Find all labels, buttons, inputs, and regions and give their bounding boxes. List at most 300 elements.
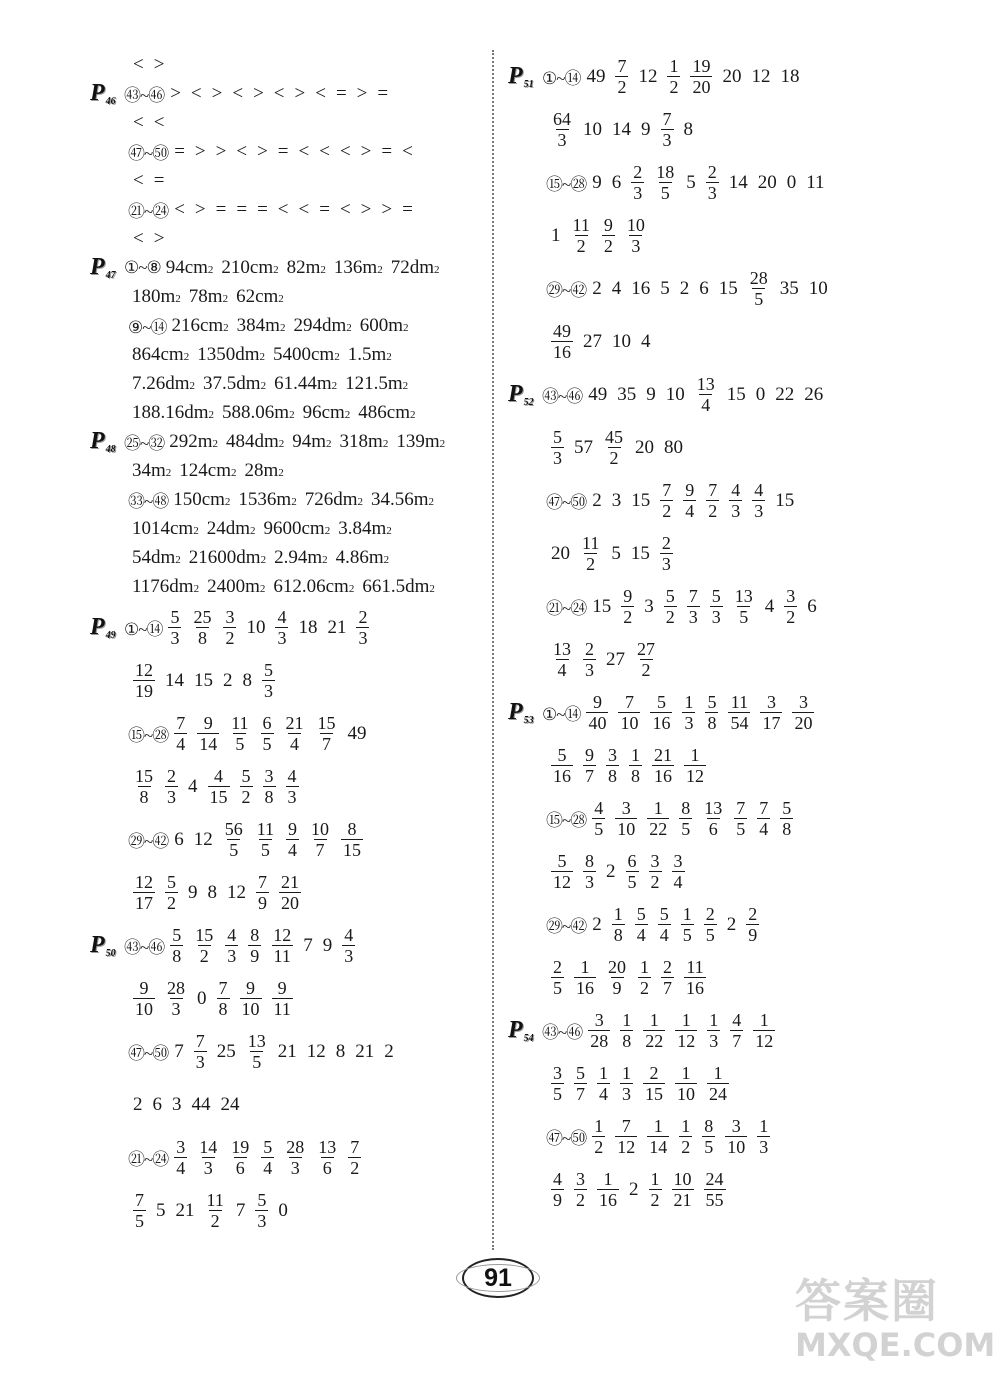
answer-value: >	[381, 198, 393, 220]
answer-fraction	[165, 978, 187, 1019]
answer-value: 20	[757, 171, 777, 193]
page-number-badge	[462, 1258, 534, 1298]
answer-value: <	[232, 82, 244, 104]
answer-value: 9	[592, 171, 602, 193]
answer-value: <	[133, 169, 144, 191]
answer-measurement: 1176 dm 2	[132, 575, 200, 597]
fraction-numerator: 27	[637, 639, 655, 659]
answer-value: >	[294, 82, 306, 104]
measurement-value: 78	[188, 285, 208, 307]
answer-fraction	[649, 851, 662, 892]
measurement-unit: cm	[311, 343, 335, 365]
answer-measurement: 94 m 2	[292, 430, 332, 452]
measurement-unit: m	[387, 372, 403, 394]
answer-value: 6	[807, 595, 817, 617]
fraction-denominator: 3	[661, 554, 671, 574]
answer-value: 4	[641, 330, 651, 352]
measurement-unit: m	[307, 546, 323, 568]
page-label: P 52	[508, 381, 534, 408]
fraction-denominator: 12	[617, 1137, 636, 1157]
fraction-denominator: 9	[612, 978, 622, 998]
answer-row	[90, 195, 485, 224]
answer-row	[508, 898, 978, 951]
measurement-unit: m	[207, 285, 223, 307]
answer-value: 5	[686, 171, 696, 193]
answer-measurement: 121.5 m 2	[345, 372, 409, 394]
fraction-denominator: 8	[264, 787, 274, 807]
answer-fraction	[730, 1010, 743, 1051]
answer-fraction	[229, 713, 250, 754]
answer-row	[508, 262, 978, 315]
fraction-denominator: 8	[622, 1031, 632, 1051]
answer-row	[508, 633, 978, 686]
answer-measurement: 24 dm 2	[206, 517, 256, 539]
fraction-numerator: 1	[640, 957, 649, 977]
question-range: ㉙~㊷	[546, 281, 587, 300]
answer-fraction	[551, 427, 564, 468]
fraction-denominator: 5	[135, 1211, 144, 1231]
measurement-unit: cm	[207, 459, 231, 481]
fraction-numerator: 5	[659, 904, 669, 924]
answer-fraction	[704, 1169, 726, 1210]
fraction-numerator: 14	[199, 1137, 218, 1157]
fraction-denominator: 4	[636, 925, 646, 945]
fraction-denominator: 8	[197, 628, 207, 648]
answer-value: <	[273, 82, 285, 104]
measurement-value: 139	[396, 430, 425, 452]
fraction-numerator: 1	[594, 1116, 604, 1136]
answer-value: <	[298, 198, 310, 220]
fraction-numerator: 64	[553, 109, 571, 129]
measurement-unit: dm	[165, 372, 190, 394]
answer-value: 0	[278, 1199, 288, 1221]
answer-measurement: 28 m 2	[244, 459, 284, 481]
measurement-value: 34	[132, 459, 151, 481]
answer-row	[90, 1131, 485, 1184]
question-range: ㊸~㊻	[124, 86, 165, 105]
answer-fraction	[574, 957, 596, 998]
fraction-numerator: 1	[690, 745, 700, 765]
fraction-numerator: 9	[585, 745, 594, 765]
answer-measurement: 7.26 dm 2	[132, 372, 196, 394]
fraction-denominator: 2	[786, 607, 796, 627]
measurement-unit: m	[368, 430, 383, 452]
answer-value: >	[215, 140, 227, 162]
answer-measurement: 139 m 2	[396, 430, 446, 452]
answer-value: <	[319, 140, 330, 162]
fraction-denominator: 10	[677, 1084, 695, 1104]
fraction-denominator: 2	[617, 77, 627, 97]
fraction-numerator: 4	[594, 798, 604, 818]
fraction-numerator: 11	[206, 1190, 224, 1210]
fraction-numerator: 49	[553, 321, 571, 341]
answer-value: 2	[592, 277, 602, 299]
measurement-value: 588.06	[222, 401, 275, 423]
answer-fraction	[643, 1010, 665, 1051]
answer-fraction	[580, 533, 601, 574]
measurement-value: 136	[333, 256, 363, 278]
question-range: ㊼~㊿	[128, 1044, 169, 1063]
measurement-unit: cm	[160, 343, 184, 365]
answer-fraction	[682, 692, 695, 733]
answer-row	[90, 79, 485, 108]
answer-fraction	[752, 480, 765, 521]
fraction-denominator: 4	[659, 925, 669, 945]
answer-fraction	[672, 1169, 694, 1210]
measurement-value: 2400	[207, 575, 246, 597]
measurement-unit: cm	[301, 517, 325, 539]
fraction-denominator: 2	[708, 501, 718, 521]
measurement-value: 7.26	[132, 372, 166, 394]
answer-fraction	[193, 925, 215, 966]
measurement-unit: dm	[225, 517, 250, 539]
answer-value: 35	[779, 277, 799, 299]
fraction-numerator: 5	[557, 851, 567, 871]
page-label: P 47	[90, 254, 116, 281]
fraction-numerator: 5	[711, 586, 721, 606]
answer-measurement: 136 m 2	[333, 256, 383, 278]
fraction-numerator: 9	[203, 713, 213, 733]
fraction-numerator: 7	[708, 480, 718, 500]
answer-fraction	[225, 925, 238, 966]
answer-measurement: 180 m 2	[132, 285, 181, 307]
fraction-numerator: 3	[553, 1063, 562, 1083]
fraction-numerator: 3	[608, 745, 617, 765]
fraction-denominator: 2	[640, 978, 649, 998]
answer-value: 9	[646, 383, 656, 405]
answer-value: <	[315, 82, 326, 104]
fraction-numerator: 4	[754, 480, 764, 500]
page-label-number: 51	[523, 79, 534, 90]
answer-fraction	[165, 872, 178, 913]
fraction-denominator: 5	[704, 1137, 714, 1157]
answer-value: >	[257, 140, 268, 162]
answer-value: >	[253, 82, 264, 104]
answer-fraction	[262, 660, 275, 701]
measurement-unit: m	[276, 488, 292, 510]
fraction-denominator: 3	[290, 1158, 300, 1178]
question-range: ㉝~㊽	[128, 492, 169, 511]
answer-fraction	[679, 1116, 692, 1157]
page-label-number: 47	[105, 270, 116, 281]
answer-row	[90, 813, 485, 866]
measurement-value: 216	[171, 314, 200, 336]
answer-value: 24	[220, 1093, 240, 1115]
answer-fraction	[757, 1116, 770, 1157]
answer-value: =	[174, 140, 185, 162]
fraction-denominator: 10	[241, 999, 260, 1019]
answer-fraction	[725, 1116, 747, 1157]
answer-value: <	[339, 140, 351, 162]
fraction-denominator: 7	[576, 1084, 585, 1104]
fraction-denominator: 12	[755, 1031, 774, 1051]
question-range: ①~⑧	[124, 257, 161, 277]
measurement-value: 62	[236, 285, 256, 307]
fraction-denominator: 9	[553, 1190, 562, 1210]
answer-row	[508, 792, 978, 845]
answer-value: >	[153, 53, 165, 75]
fraction-numerator: 7	[176, 713, 186, 733]
fraction-denominator: 2	[650, 1190, 660, 1210]
answer-fraction	[316, 713, 338, 754]
fraction-denominator: 4	[673, 872, 683, 892]
answer-value: <	[190, 82, 202, 104]
fraction-denominator: 5	[660, 183, 670, 203]
answer-value: 49	[588, 383, 608, 405]
fraction-numerator: 4	[731, 480, 741, 500]
fraction-numerator: 11	[582, 533, 600, 553]
fraction-numerator: 1	[599, 1063, 608, 1083]
measurement-value: 1536	[238, 488, 277, 510]
fraction-denominator: 11	[273, 946, 291, 966]
fraction-denominator: 2	[603, 236, 613, 256]
measurement-value: 294	[293, 314, 322, 336]
fraction-numerator: 4	[277, 607, 287, 627]
answer-row	[508, 368, 978, 421]
question-range: ⑮~㉘	[128, 726, 169, 745]
answer-value: 8	[335, 1040, 346, 1062]
fraction-numerator: 13	[696, 374, 715, 394]
fraction-denominator: 15	[209, 787, 228, 807]
answer-measurement: 150 cm 2	[173, 488, 231, 510]
answer-value: <	[277, 198, 289, 220]
measurement-value: 486	[358, 401, 387, 423]
measurement-value: 37.5	[203, 372, 237, 394]
page-label-number: 46	[105, 96, 116, 107]
answer-fraction	[284, 713, 306, 754]
answer-value: 15	[726, 383, 746, 405]
answer-value: 2	[679, 277, 690, 299]
fraction-numerator: 5	[707, 692, 717, 712]
answer-fraction	[707, 1063, 729, 1104]
fraction-numerator: 5	[576, 1063, 585, 1083]
fraction-denominator: 7	[322, 734, 332, 754]
measurement-unit: dm	[409, 256, 434, 278]
answer-fraction	[621, 586, 634, 627]
fraction-denominator: 4	[599, 1084, 608, 1104]
answer-fraction	[661, 957, 674, 998]
answer-value: 15	[630, 542, 650, 564]
fraction-denominator: 4	[759, 819, 769, 839]
fraction-numerator: 8	[347, 819, 357, 839]
question-range: ①~⑭	[124, 620, 163, 639]
answer-row	[90, 282, 485, 311]
fraction-numerator: 7	[662, 480, 672, 500]
fraction-denominator: 24	[709, 1084, 727, 1104]
answer-fraction	[706, 162, 719, 203]
answer-row	[90, 760, 485, 813]
answer-fraction	[702, 798, 724, 839]
answer-value: 16	[631, 277, 651, 299]
answer-value: =	[277, 140, 289, 162]
fraction-numerator: 11	[572, 215, 590, 235]
answer-value: <	[174, 198, 185, 220]
fraction-denominator: 22	[645, 1031, 664, 1051]
answer-row	[90, 1078, 485, 1131]
fraction-denominator: 4	[263, 1158, 273, 1178]
measurement-value: 34.56	[370, 488, 414, 510]
measurement-value: 121.5	[345, 372, 388, 394]
fraction-numerator: 11	[256, 819, 275, 839]
answer-value: =	[215, 198, 227, 220]
answer-fraction	[223, 607, 236, 648]
question-range: ㊸~㊻	[124, 938, 165, 957]
fraction-numerator: 2	[663, 957, 672, 977]
fraction-numerator: 7	[736, 798, 746, 818]
measurement-value: 3.84	[338, 517, 372, 539]
answer-value: 10	[665, 383, 685, 405]
fraction-denominator: 7	[663, 978, 672, 998]
answer-fraction	[704, 904, 717, 945]
question-range: ⑮~㉘	[546, 175, 587, 194]
answer-fraction	[356, 607, 369, 648]
question-range: ㊼~㊿	[128, 144, 169, 163]
answer-fraction	[602, 215, 615, 256]
answer-fraction	[284, 1137, 306, 1178]
fraction-numerator: 3	[576, 1169, 585, 1189]
answer-fraction	[615, 798, 637, 839]
answer-fraction	[286, 766, 299, 807]
answer-fraction	[687, 586, 700, 627]
fraction-numerator: 9	[277, 978, 287, 998]
answer-row	[90, 456, 485, 485]
answer-fraction	[168, 607, 181, 648]
measurement-unit: m	[371, 517, 387, 539]
answer-measurement: 54 dm 2	[132, 546, 181, 568]
fraction-denominator: 3	[287, 787, 297, 807]
fraction-denominator: 3	[684, 713, 694, 733]
answer-row	[508, 50, 978, 103]
measurement-value: 21600	[188, 546, 237, 568]
answer-measurement: 61.44 m 2	[274, 372, 338, 394]
answer-fraction	[133, 1190, 146, 1231]
answer-value: 4	[764, 595, 775, 617]
answer-value: =	[402, 198, 413, 220]
fraction-numerator: 15	[195, 925, 214, 945]
answer-measurement: 96 cm 2	[302, 401, 351, 423]
answer-value: 7	[303, 934, 313, 956]
fraction-numerator: 1	[631, 745, 640, 765]
answer-measurement: 124 cm 2	[179, 459, 237, 481]
answer-value: >	[153, 227, 165, 249]
answer-value: 0	[786, 171, 797, 193]
question-range: ①~⑭	[542, 69, 581, 88]
answer-value: 2	[592, 913, 602, 935]
answer-fraction	[603, 427, 625, 468]
fraction-numerator: 9	[139, 978, 149, 998]
answer-fraction	[194, 1031, 207, 1072]
answer-fraction	[635, 639, 657, 680]
answer-measurement: 1350 dm 2	[197, 343, 265, 365]
answer-fraction	[256, 872, 269, 913]
answer-measurement: 318 m 2	[339, 430, 389, 452]
answer-fraction	[208, 766, 230, 807]
answer-value: 21	[327, 616, 347, 638]
fraction-numerator: 28	[749, 268, 768, 288]
answer-value: =	[377, 82, 389, 104]
answer-row	[90, 919, 485, 972]
fraction-numerator: 2	[649, 1063, 659, 1083]
fraction-numerator: 10	[311, 819, 330, 839]
answer-fraction	[551, 109, 573, 150]
answer-measurement: 384 m 2	[236, 314, 286, 336]
fraction-numerator: 1	[653, 798, 663, 818]
answer-value: 12	[193, 828, 213, 850]
answer-fraction	[706, 480, 719, 521]
measurement-unit: dm	[333, 488, 358, 510]
answer-fraction	[629, 745, 642, 786]
question-range: ㉑~㉔	[128, 202, 169, 221]
answer-row	[90, 485, 485, 514]
fraction-denominator: 5	[681, 819, 691, 839]
answer-measurement: 588.06 m 2	[222, 401, 295, 423]
page-label: P 46	[90, 80, 116, 107]
fraction-denominator: 8	[782, 819, 792, 839]
fraction-numerator: 4	[344, 925, 354, 945]
answer-value: 18	[298, 616, 318, 638]
answer-fraction	[649, 1169, 662, 1210]
answer-value: 12	[751, 65, 771, 87]
fraction-numerator: 1	[684, 692, 694, 712]
answer-measurement: 661.5 dm 2	[362, 575, 435, 597]
answer-measurement: 34.56 m 2	[370, 488, 435, 510]
answer-value: 14	[612, 118, 631, 140]
fraction-numerator: 15	[135, 766, 153, 786]
measurement-unit: cm	[199, 314, 224, 336]
fraction-denominator: 11	[273, 999, 291, 1019]
answer-fraction	[551, 851, 573, 892]
fraction-numerator: 9	[246, 978, 255, 998]
fraction-numerator: 4	[732, 1010, 742, 1030]
fraction-denominator: 3	[585, 872, 594, 892]
fraction-denominator: 3	[688, 607, 698, 627]
answer-measurement: 864 cm 2	[132, 343, 190, 365]
answer-value: 6	[611, 171, 622, 193]
answer-fraction	[638, 957, 651, 998]
answer-row	[90, 1025, 485, 1078]
fraction-numerator: 7	[662, 109, 672, 129]
fraction-numerator: 5	[557, 745, 567, 765]
answer-fraction	[597, 1063, 610, 1104]
fraction-denominator: 9	[258, 893, 267, 913]
fraction-denominator: 2	[576, 236, 586, 256]
fraction-numerator: 3	[673, 851, 683, 871]
answer-fraction	[658, 904, 671, 945]
measurement-unit: m	[362, 256, 378, 278]
fraction-denominator: 5	[594, 819, 604, 839]
answer-fraction	[606, 957, 628, 998]
fraction-denominator: 10	[617, 819, 636, 839]
answer-fraction	[690, 56, 712, 97]
measurement-unit: dm	[169, 575, 194, 597]
measurement-unit: m	[265, 314, 280, 336]
answer-fraction	[728, 692, 750, 733]
measurement-value: 1350	[197, 343, 236, 365]
answer-value: 80	[664, 436, 683, 458]
fraction-denominator: 5	[739, 607, 749, 627]
measurement-value: 54	[132, 546, 151, 568]
answer-row	[508, 580, 978, 633]
answer-row	[508, 421, 978, 474]
fraction-numerator: 45	[605, 427, 623, 447]
fraction-numerator: 3	[650, 851, 660, 871]
answer-fraction	[586, 692, 608, 733]
answer-value: <	[402, 140, 413, 162]
fraction-denominator: 3	[557, 130, 567, 150]
answer-fraction	[615, 1116, 637, 1157]
answer-value: 44	[191, 1093, 211, 1115]
answer-value: 1	[551, 224, 561, 246]
